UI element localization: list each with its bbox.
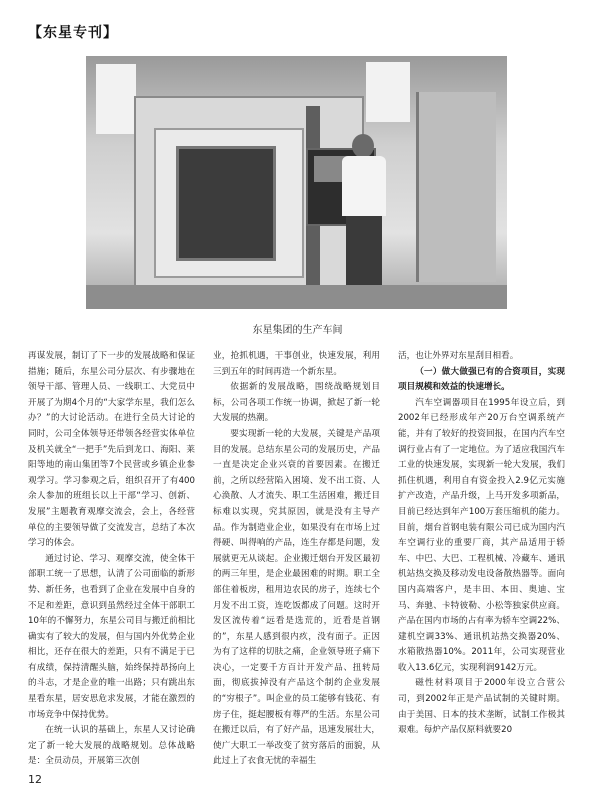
- paragraph: 磁性材料项目于2000年设立合营公司，到2002年正是产品试制的关键时期。由于美国、日本的技术垄断，试制工作极其艰难。每炉产品仅原料就要20: [398, 678, 565, 736]
- paragraph: 在统一认识的基础上，东星人又讨论确定了新一轮大发展的战略规划。总体战略是：全员动员，开展第三次创: [28, 725, 195, 767]
- page-number: 12: [28, 773, 42, 786]
- text-column-2: [213, 349, 380, 769]
- paragraph: 依据新的发展战略，围绕战略规划目标，公司各项工作统一协调，掀起了新一轮大发展的热潮。: [213, 382, 380, 424]
- section-heading: （一）做大做强已有的合资项目，实现项目规模和效益的快速增长。: [398, 366, 565, 393]
- paragraph: 汽车空调器项目在1995年设立后，到2002年已经形成年产20万台空调系统产能，并有了较好的投资回报，在国内汽车空调行业占有了一定地位。为了适应我国汽车工业的快速发展，实现新一轮大发展，我们抓住机遇，利用自有资金投入2.9亿元实施扩产改造，产品升级，上马开发多项新品，目前已经达到年产100万套压缩机的能力。目前，烟台首钢电装有限公司已成为国内汽车空调行业的重要厂商，其产品适用于轿车、中巴、大巴、工程机械、冷藏车、通讯机站热交换及移动发电设备散热器等。面向国内高端客户，是丰田、本田、奥迪、宝马、奔驰、卡特彼勒、小松等独家供应商。产品在国内市场的占有率为轿车空调22%、建机空调33%、通讯机站热交换器20%、水箱散热器10%。2011年，公司实现营业收入13.6亿元，实现利润9142万元。: [398, 397, 565, 673]
- article-body: [28, 349, 566, 769]
- figure-caption: 东星集团的生产车间: [252, 325, 343, 336]
- paragraph: 要实现新一轮的大发展，关键是产品项目的发展。总结东星公司的发展历史，产品一直是决定企业兴衰的首要因素。在搬迁前，之所以经营陷入困境、发不出工资、人心涣散、人才流失、职工生活困难，搬迁目标难以实现，究其原因，就是没有主导产品。作为制造业企业，如果没有在市场上过得硬、叫得响的产品，连生存都是问题，发展就更无从谈起。企业搬迁烟台开发区最初的两三年里，是企业最困难的时期。职工全部住着板房，租用边农民的房子，连续七个月发不出工资，连吃饭都成了问题。这时开发区流传着“远看是选荒的，近看是首钢的”，东星人感到很内疚，没有面子。正因为有了这样的切肤之痛，企业领导班子痛下决心，一定要千方百计开发产品、扭转局面，彻底拔掉没有产品这个制约企业发展的“穷根子”。叫企业的员工能够有钱花、有房子住，挺起腰板有尊严的生活。东星公司在搬迁以后，有了好产品，迅速发展壮大，使广大职工一举改变了贫穷落后的面貌，从此过上了衣食无忧的幸福生: [213, 428, 380, 767]
- paragraph: 再谋发展，制订了下一步的发展战略和保证措施；随后，东星公司分层次、有步骤地在领导干部、管理人员、一线职工、大党员中开展了为期4个月的“大家学东星，我们怎么办？”的大讨论活动。在进行全员大讨论的同时，公司全体领导还带领各经营实体单位及机关就全“一把手”先后到龙口、海阳、莱阳等地的南山集团等7个民营或乡镇企业参观学习。学习参观之后，组织召开了有400余人参加的班组长以上干部“学习、创新、发展”主题教育观摩交流会，会上，各经营单位的主要领导做了交流发言，总结了本次学习的体会。: [28, 351, 195, 549]
- section-tag: 【东星专刊】: [28, 25, 118, 41]
- paragraph: 业，抢抓机遇，干事创业，快速发展，利用三到五年的时间再造一个新东星。: [213, 351, 380, 377]
- text-column-1: [28, 349, 195, 769]
- factory-photo: [86, 56, 507, 309]
- paragraph: 活，也让外界对东星刮目相看。: [398, 351, 519, 361]
- text-column-3: [398, 349, 565, 769]
- paragraph: 通过讨论、学习、观摩交流，使全体干部职工统一了思想，认清了公司面临的新形势、新任务，也看到了企业在发展中自身的不足和差距，意识到虽然经过全体干部职工10年的不懈努力，东星公司目与搬迁前相比确实有了较大的发展，但与国内外优势企业相比，还存在很大的差距，只有不满足于已有成绩，保持清醒头脑，始终保持昂扬向上的斗志，才是企业的唯一出路；只有跳出东星看东星，居安思危求发展，才能在激烈的市场竞争中保持优势。: [28, 553, 195, 720]
